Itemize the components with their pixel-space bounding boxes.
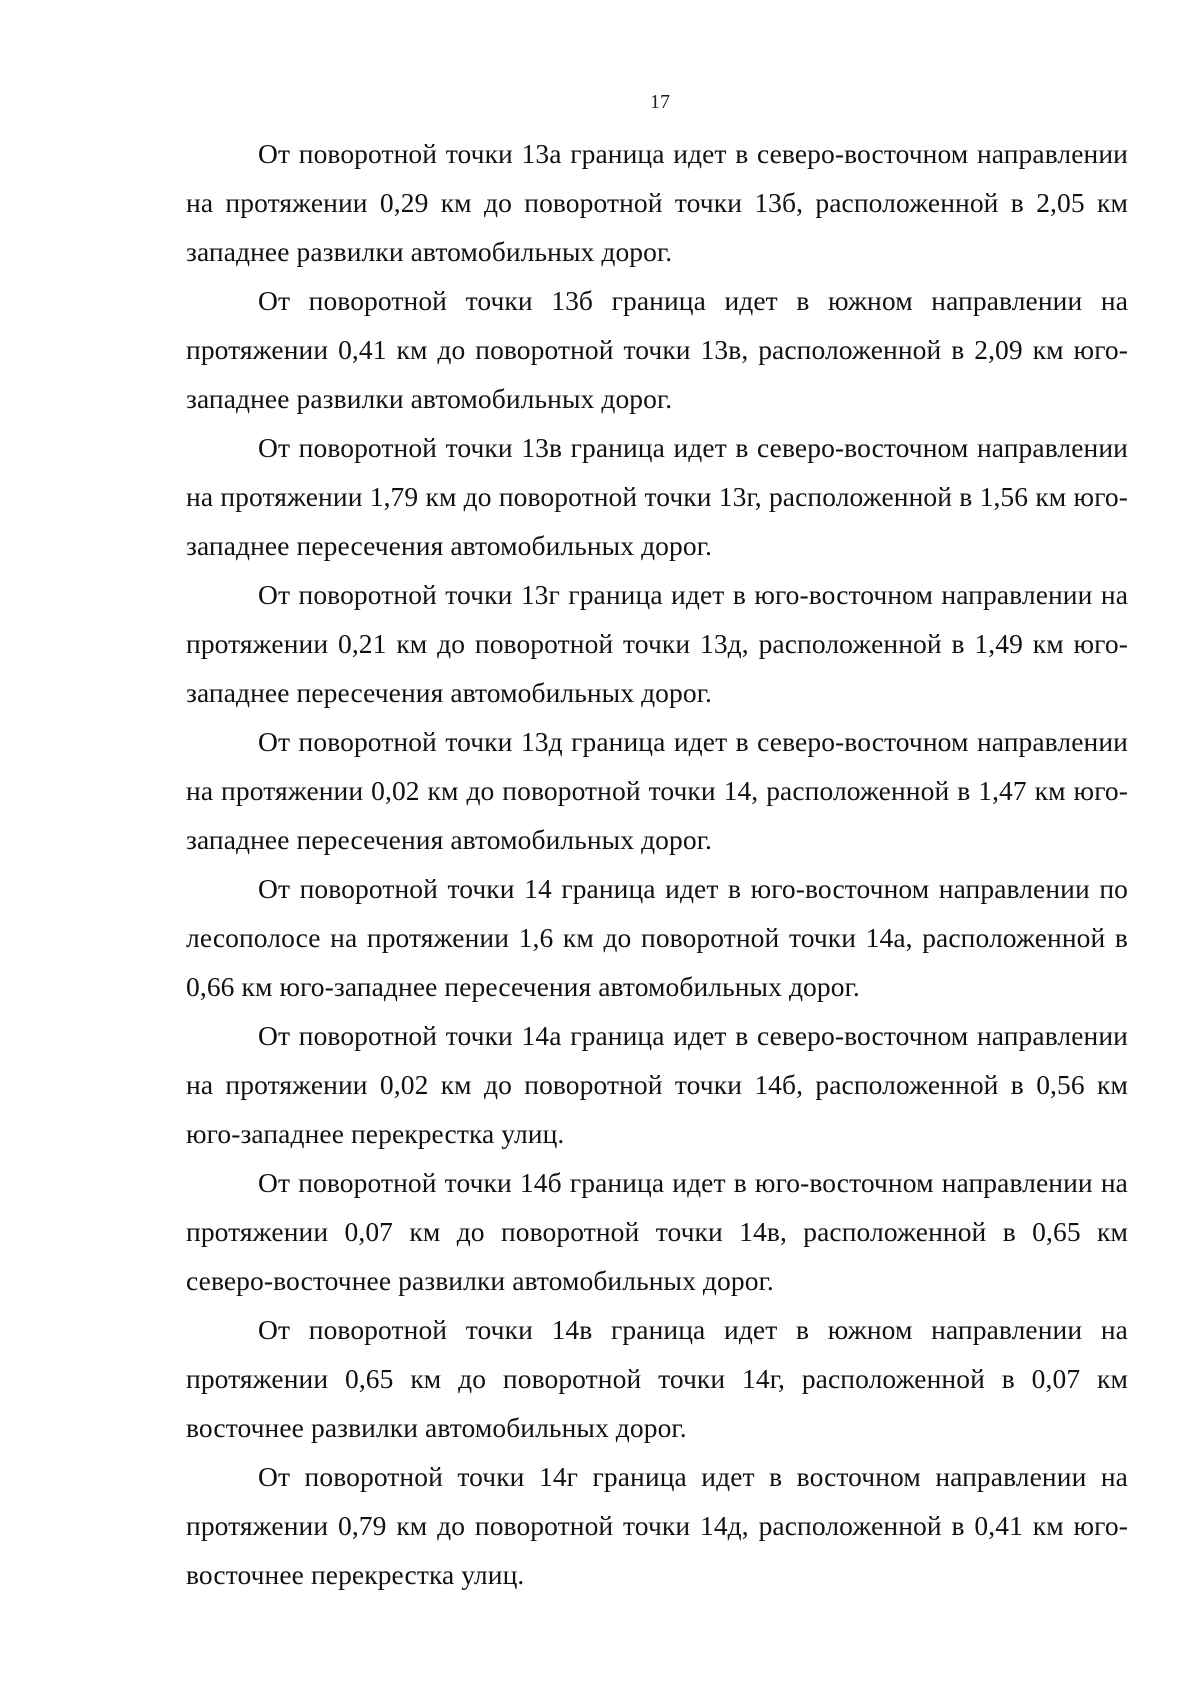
paragraph: От поворотной точки 13г граница идет в юго-восточном направлении на протяжении 0,21 км до поворотной точки 13д, расположенной в 1,49 км юго-западнее пересечения автомобильных дорог.: [186, 579, 1128, 708]
paragraph: От поворотной точки 13б граница идет в южном направлении на протяжении 0,41 км до поворотной точки 13в, расположенной в 2,09 км юго-западнее развилки автомобильных дорог.: [186, 285, 1128, 414]
document-body: [186, 129, 1128, 1599]
paragraph: От поворотной точки 14б граница идет в юго-восточном направлении на протяжении 0,07 км до поворотной точки 14в, расположенной в 0,65 км северо-восточнее развилки автомобильных дорог.: [186, 1167, 1128, 1296]
paragraph: От поворотной точки 13д граница идет в северо-восточном направлении на протяжении 0,02 км до поворотной точки 14, расположенной в 1,47 км юго-западнее пересечения автомобильных дорог.: [186, 726, 1128, 855]
paragraph: От поворотной точки 13а граница идет в северо-восточном направлении на протяжении 0,29 км до поворотной точки 13б, расположенной в 2,05 км западнее развилки автомобильных дорог.: [186, 138, 1128, 267]
paragraph: От поворотной точки 14а граница идет в северо-восточном направлении на протяжении 0,02 км до поворотной точки 14б, расположенной в 0,56 км юго-западнее перекрестка улиц.: [186, 1020, 1128, 1149]
paragraph: От поворотной точки 14г граница идет в восточном направлении на протяжении 0,79 км до поворотной точки 14д, расположенной в 0,41 км юго-восточнее перекрестка улиц.: [186, 1461, 1128, 1590]
paragraph: От поворотной точки 14в граница идет в южном направлении на протяжении 0,65 км до поворотной точки 14г, расположенной в 0,07 км восточнее развилки автомобильных дорог.: [186, 1314, 1128, 1443]
page-number: 17: [650, 91, 670, 113]
paragraph: От поворотной точки 14 граница идет в юго-восточном направлении по лесополосе на протяжении 1,6 км до поворотной точки 14а, расположенной в 0,66 км юго-западнее пересечения автомобильных дорог.: [186, 873, 1128, 1002]
paragraph: От поворотной точки 13в граница идет в северо-восточном направлении на протяжении 1,79 км до поворотной точки 13г, расположенной в 1,56 км юго-западнее пересечения автомобильных дорог.: [186, 432, 1128, 561]
